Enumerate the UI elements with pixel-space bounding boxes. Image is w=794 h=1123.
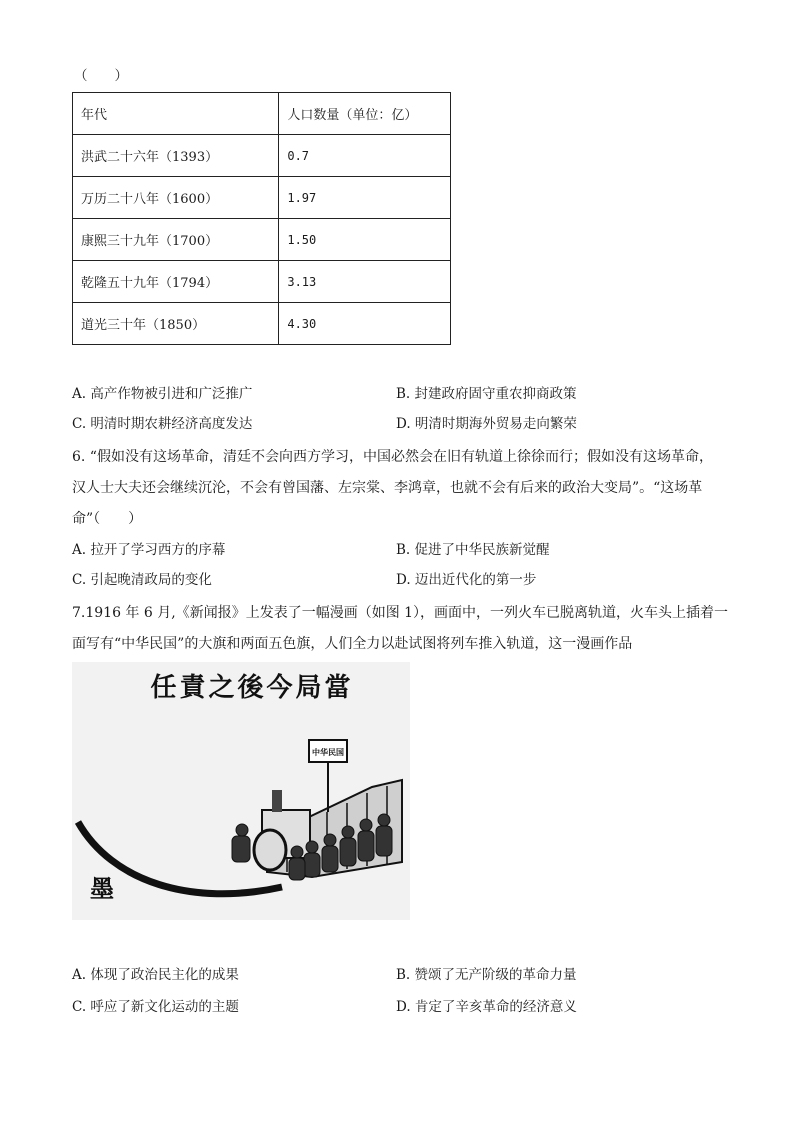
table-cell-era: 康熙三十九年（1700） — [73, 219, 279, 261]
locomotive-front — [254, 830, 286, 870]
table-header-population: 人口数量（单位：亿） — [279, 93, 451, 135]
q5-option-b[interactable]: B. 封建政府固守重农抑商政策 — [396, 386, 577, 402]
table-row — [73, 303, 451, 345]
table-cell-population: 0.7 — [279, 135, 451, 177]
table-cell-era: 道光三十年（1850） — [73, 303, 279, 345]
q7-option-c[interactable]: C. 呼应了新文化运动的主题 — [72, 999, 239, 1015]
q6-option-a[interactable]: A. 拉开了学习西方的序幕 — [72, 542, 226, 558]
q5-option-c[interactable]: C. 明清时期农耕经济高度发达 — [72, 416, 253, 432]
q6-stem-line-2: 汉人士大夫还会继续沉沦，不会有曾国藩、左宗棠、李鸿章，也就不会有后来的政治大变局”。“这场革 — [72, 480, 703, 496]
q6-option-c[interactable]: C. 引起晚清政局的变化 — [72, 572, 212, 588]
population-table — [72, 92, 451, 345]
table-row — [73, 219, 451, 261]
q5-option-a[interactable]: A. 高产作物被引进和广泛推广 — [72, 386, 253, 402]
q7-option-a[interactable]: A. 体现了政治民主化的成果 — [72, 967, 239, 983]
table-row — [73, 177, 451, 219]
table-cell-population: 1.97 — [279, 177, 451, 219]
table-header-row — [73, 93, 451, 135]
political-cartoon-figure — [72, 662, 410, 920]
q6-stem-line-3: 命”（ ） — [72, 511, 143, 527]
table-row — [73, 261, 451, 303]
table-cell-era: 洪武二十六年（1393） — [73, 135, 279, 177]
table-row — [73, 135, 451, 177]
q7-option-d[interactable]: D. 肯定了辛亥革命的经济意义 — [396, 999, 577, 1015]
table-cell-population: 1.50 — [279, 219, 451, 261]
table-cell-population: 3.13 — [279, 261, 451, 303]
q7-stem-line-2: 面写有“中华民国”的大旗和两面五色旗，人们全力以赴试图将列车推入轨道，这一漫画作品 — [72, 636, 633, 652]
table-cell-era: 乾隆五十九年（1794） — [73, 261, 279, 303]
republic-flag-text: 中华民国 — [312, 748, 344, 757]
q7-option-b[interactable]: B. 赞颂了无产阶级的革命力量 — [396, 967, 577, 983]
q5-option-d[interactable]: D. 明清时期海外贸易走向繁荣 — [396, 416, 577, 432]
table-cell-era: 万历二十八年（1600） — [73, 177, 279, 219]
q5-answer-bracket: （ ） — [74, 68, 128, 84]
artist-seal: 墨 — [90, 874, 114, 903]
q6-stem-line-1: 6. “假如没有这场革命，清廷不会向西方学习，中国必然会在旧有轨道上徐徐而行；假如没有这场革命， — [72, 449, 713, 465]
q6-option-b[interactable]: B. 促进了中华民族新觉醒 — [396, 542, 550, 558]
cartoon-title: 任責之後今局當 — [150, 673, 354, 703]
table-cell-population: 4.30 — [279, 303, 451, 345]
table-header-era: 年代 — [73, 93, 279, 135]
q7-stem-line-1: 7.1916 年 6 月,《新闻报》上发表了一幅漫画（如图 1），画面中，一列火车已脱离轨道，火车头上插着一 — [72, 605, 729, 621]
q6-option-d[interactable]: D. 迈出近代化的第一步 — [396, 572, 537, 588]
